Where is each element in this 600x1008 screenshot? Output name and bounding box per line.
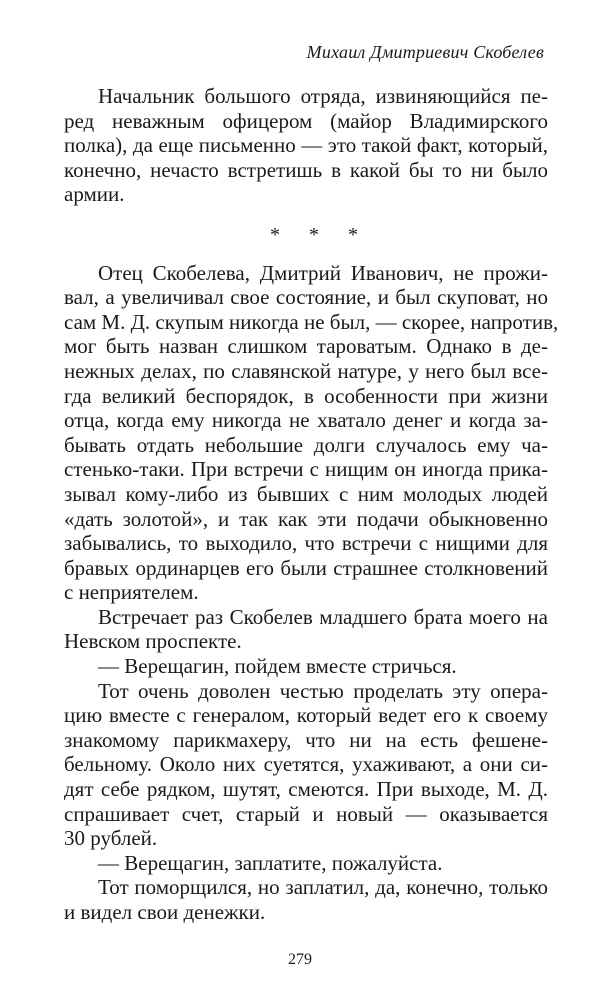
- body-text: [64, 84, 559, 925]
- text-line: Тот очень доволен честью проделать эту опера-: [98, 678, 548, 703]
- text-line: — Верещагин, заплатите, пожалуйста.: [98, 850, 443, 875]
- text-line: знакомому парикмахеру, что ни на есть фешене-: [64, 727, 548, 752]
- text-line: с неприятелем.: [64, 580, 199, 605]
- text-line: гда великий беспорядок, в особенности при жизни: [64, 383, 548, 408]
- text-line: ред неважным офицером (майор Владимирского: [64, 108, 548, 133]
- paragraph-4: [64, 654, 548, 679]
- section-break: * * *: [270, 223, 370, 246]
- text-line: «дать золотой», и так как эти подачи обыкновенно: [64, 506, 548, 531]
- text-line: Отец Скобелева, Дмитрий Иванович, не прожи-: [98, 260, 548, 285]
- text-line: Начальник большого отряда, извиняющийся пе-: [98, 84, 548, 108]
- text-line: стенько-таки. При встречи с нищим он иногда прика-: [64, 457, 548, 482]
- text-line: бывать отдать небольшие долги случалось ему ча-: [64, 432, 548, 457]
- text-line: 30 рублей.: [64, 826, 158, 851]
- running-header: Михаил Дмитриевич Скобелев: [306, 42, 544, 62]
- paragraph-3: [64, 605, 548, 654]
- text-line: отца, когда ему никогда не хватало денег и когда за-: [64, 408, 548, 433]
- paragraph-5: [64, 679, 548, 851]
- page-number: 279: [288, 951, 312, 968]
- text-line: сам М. Д. скупым никогда не был, — скорее, напротив,: [64, 309, 559, 334]
- text-line: полка), да еще письменно — это такой факт, который,: [64, 133, 548, 158]
- text-line: бравых ординарцев его были страшнее столкновений: [64, 555, 548, 580]
- text-line: армии.: [64, 182, 125, 207]
- text-line: цию вместе с генералом, который ведет его к своему: [64, 703, 548, 728]
- paragraph-7: [64, 875, 548, 924]
- text-line: зывал кому-либо из бывших с ним молодых людей: [64, 481, 548, 506]
- paragraph-2: [64, 260, 559, 605]
- paragraph-6: [64, 851, 548, 876]
- text-line: Тот поморщился, но заплатил, да, конечно, только: [98, 875, 548, 900]
- text-line: бельному. Около них суетятся, ухаживают, а они си-: [64, 752, 548, 777]
- text-line: — Верещагин, пойдем вместе стричься.: [98, 654, 457, 679]
- text-line: нежных делах, по славянской натуре, у него был все-: [64, 358, 548, 383]
- text-line: Невском проспекте.: [64, 629, 242, 654]
- text-line: забывались, то выходило, что встречи с нищими для: [64, 531, 548, 556]
- text-line: спрашивает счет, старый и новый — оказывается: [64, 801, 548, 826]
- text-line: вал, а увеличивал свое состояние, и был скуповат, но: [64, 285, 548, 310]
- text-line: дят себе рядком, шутят, смеются. При выходе, М. Д.: [64, 777, 548, 802]
- paragraph-1: [64, 84, 548, 207]
- text-line: мог быть назван слишком тароватым. Однако в де-: [64, 334, 548, 359]
- text-line: конечно, нечасто встретишь в какой бы то ни было: [64, 157, 548, 182]
- text-line: Встречает раз Скобелев младшего брата моего на: [98, 604, 548, 629]
- text-line: и видел свои денежки.: [64, 900, 266, 924]
